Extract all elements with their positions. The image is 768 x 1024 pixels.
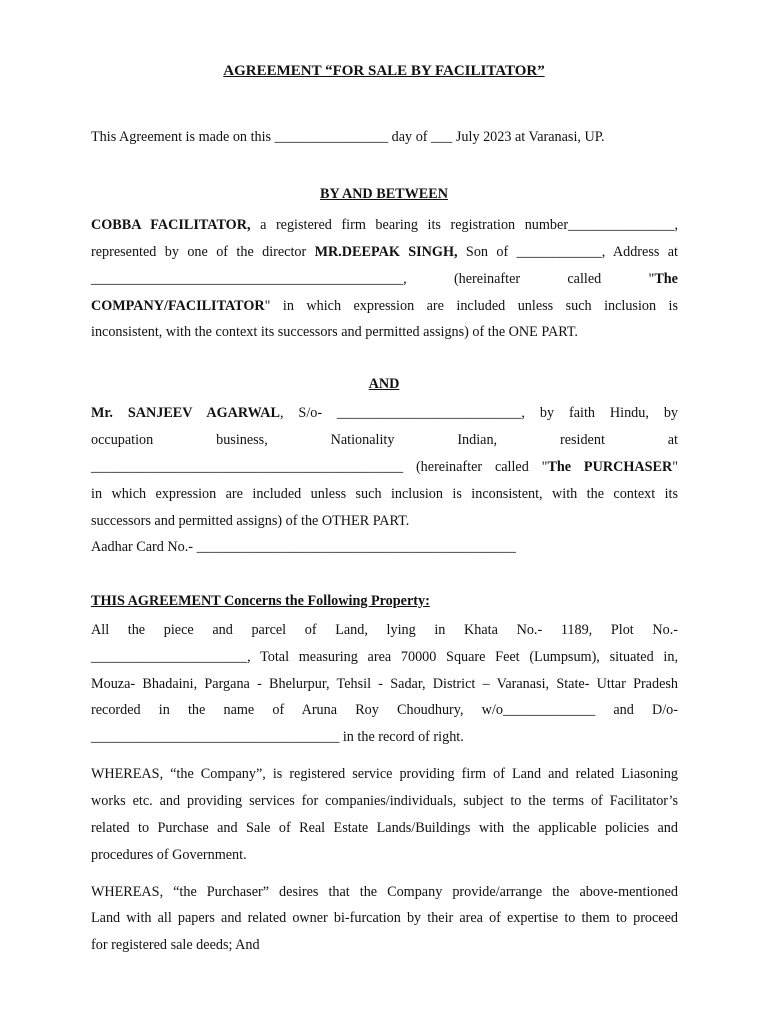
hereinafter-word: (hereinafter [453,271,521,287]
word-indian: Indian, [457,432,498,448]
property-heading-text: THIS AGREEMENT Concerns the Following Property: [91,593,430,609]
purchaser-name: Mr. SANJEEV AGARWAL [91,405,280,421]
by-and-between-heading: BY AND BETWEEN [320,186,448,202]
party1-line-2 [91,242,678,262]
company-facilitator-label: COMPANY/FACILITATOR [91,298,265,314]
director-name: MR.DEEPAK SINGH, [314,244,458,260]
party2-line-3-text: ____________________________________________ (hereinafter called " [91,459,548,475]
whereas2-line-3: for registered sale deeds; And [91,937,260,953]
party1-line-2-text-c: Son of ____________, Address at [457,244,678,260]
party2-line-1-text: , S/o- __________________________, by faith Hindu, by [279,405,679,421]
whereas1-line-1: WHEREAS, “the Company”, is registered service providing firm of Land and related Liasoning [91,766,678,782]
party2-line-4: in which expression are included unless such inclusion is inconsistent, with the context its [91,486,678,502]
close-quote: " [672,459,678,475]
whereas1-line-2: works etc. and providing services for companies/individuals, subject to the terms of Facilitator’s [91,793,678,809]
whereas2-line-2: Land with all papers and related owner bi-furcation by their area of expertise to them to proceed [91,910,678,926]
whereas1-line-4: procedures of Government. [91,847,247,863]
party1-line-4 [91,296,678,316]
party2-line-5: successors and permitted assigns) of the OTHER PART. [91,513,410,529]
the-company-start [649,269,678,289]
party1-line-1-text: a registered firm bearing its registration number_______________, [250,217,678,233]
word-business: business, [216,432,268,448]
aadhar-line: Aadhar Card No.- _____________________________________________ [91,539,516,555]
property-line-2: ______________________, Total measuring area 70000 Square Feet (Lumpsum), situated in, [91,649,678,665]
party2-line-3 [91,457,678,477]
property-heading [91,591,678,611]
document-title: AGREEMENT “FOR SALE BY FACILITATOR” [223,63,545,79]
party2-line-2 [91,430,678,450]
word-occupation: occupation [91,432,154,448]
property-line-3: Mouza- Bhadaini, Pargana - Bhelurpur, Tehsil - Sadar, District – Varanasi, State- Uttar Pradesh [91,676,678,692]
called-word: called [567,271,602,287]
party1-line-5: inconsistent, with the context its successors and permitted assigns) of the ONE PART. [91,324,578,340]
address-blank: ____________________________________________, [91,271,407,287]
word-at: at [667,432,678,448]
facilitator-name: COBBA FACILITATOR, [91,217,251,233]
word-nationality: Nationality [330,432,395,448]
the-word: The [654,271,678,287]
property-line-5: ___________________________________ in the record of right. [91,729,464,745]
and-heading: AND [368,376,400,392]
party2-line-1 [91,403,678,423]
property-line-4: recorded in the name of Aruna Roy Choudhury, w/o_____________ and D/o- [91,702,678,718]
party1-line-1 [91,215,678,235]
party1-line-2-text-a: represented by one of the director [91,244,315,260]
the-purchaser-label: The PURCHASER [547,459,673,475]
intro-line: This Agreement is made on this ________________ day of ___ July 2023 at Varanasi, UP. [91,129,605,145]
word-resident: resident [559,432,605,448]
party1-line-4-text: " in which expression are included unless such inclusion is [264,298,678,314]
property-line-1: All the piece and parcel of Land, lying in Khata No.- 1189, Plot No.- [91,622,678,638]
whereas2-line-1: WHEREAS, “the Purchaser” desires that the Company provide/arrange the above-mentioned [91,884,678,900]
party1-line-3 [91,269,678,289]
whereas1-line-3: related to Purchase and Sale of Real Estate Lands/Buildings with the applicable policies and [91,820,678,836]
open-quote: " [648,271,655,287]
